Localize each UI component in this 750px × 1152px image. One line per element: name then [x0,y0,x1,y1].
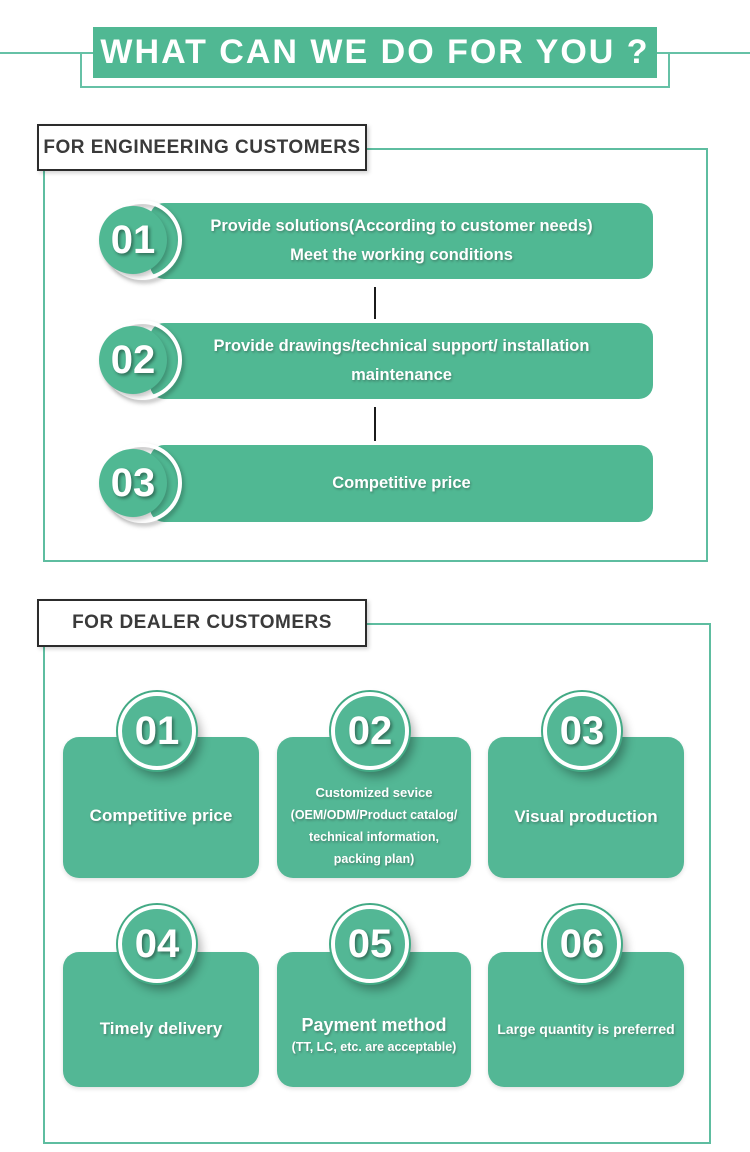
card-detail: (OEM/ODM/Product catalog/ [290,808,458,822]
page-title: WHAT CAN WE DO FOR YOU ? [100,33,650,71]
card-number-circle [118,905,196,983]
card-title: Large quantity is preferred [497,1021,675,1037]
card-title: Payment method [301,1015,447,1035]
step-text-line: Competitive price [332,474,471,492]
step-number: 01 [110,217,156,262]
card-title: Competitive price [89,806,233,825]
card-number-circle [331,692,409,770]
card-title: Customized sevice [315,785,433,800]
card-number: 06 [559,921,605,966]
step-number-circle [99,326,167,394]
dealer-section-label [37,599,367,647]
card-number-circle [331,905,409,983]
card-detail: packing plan) [333,852,415,866]
engineering-section-label [37,124,367,171]
step-text-line: Meet the working conditions [290,246,513,264]
card-number: 01 [134,708,180,753]
step-connector-line [374,287,376,319]
header-banner [93,27,657,78]
card-number-circle [118,692,196,770]
step-text-line: Provide solutions(According to customer needs) [210,217,593,235]
step-connector-line [374,407,376,441]
engineering-step-bar-3 [150,445,653,522]
engineering-step-bar-1 [150,203,653,279]
dealer-section-label-text: FOR DEALER CUSTOMERS [72,612,332,633]
card-number: 02 [347,708,393,753]
step-text-line: maintenance [351,366,452,384]
card-detail: (TT, LC, etc. are acceptable) [291,1040,457,1054]
card-title: Timely delivery [99,1019,223,1038]
step-text-line: Provide drawings/technical support/ installation [213,337,590,355]
step-number-circle [99,449,167,517]
card-number: 04 [134,921,180,966]
card-text-block [277,1012,471,1056]
card-number: 03 [559,708,605,753]
engineering-step-bar-2 [150,323,653,399]
engineering-section-label-text: FOR ENGINEERING CUSTOMERS [43,136,361,158]
ribbon-line-left [0,52,80,54]
card-text-block [277,782,471,870]
card-title: Visual production [514,807,658,826]
card-number-circle [543,692,621,770]
ribbon-line-right [670,52,750,54]
card-number-circle [543,905,621,983]
card-detail: technical information, [309,830,439,844]
step-number: 02 [110,337,156,382]
step-number-circle [99,206,167,274]
card-number: 05 [347,921,393,966]
step-number: 03 [110,460,156,505]
